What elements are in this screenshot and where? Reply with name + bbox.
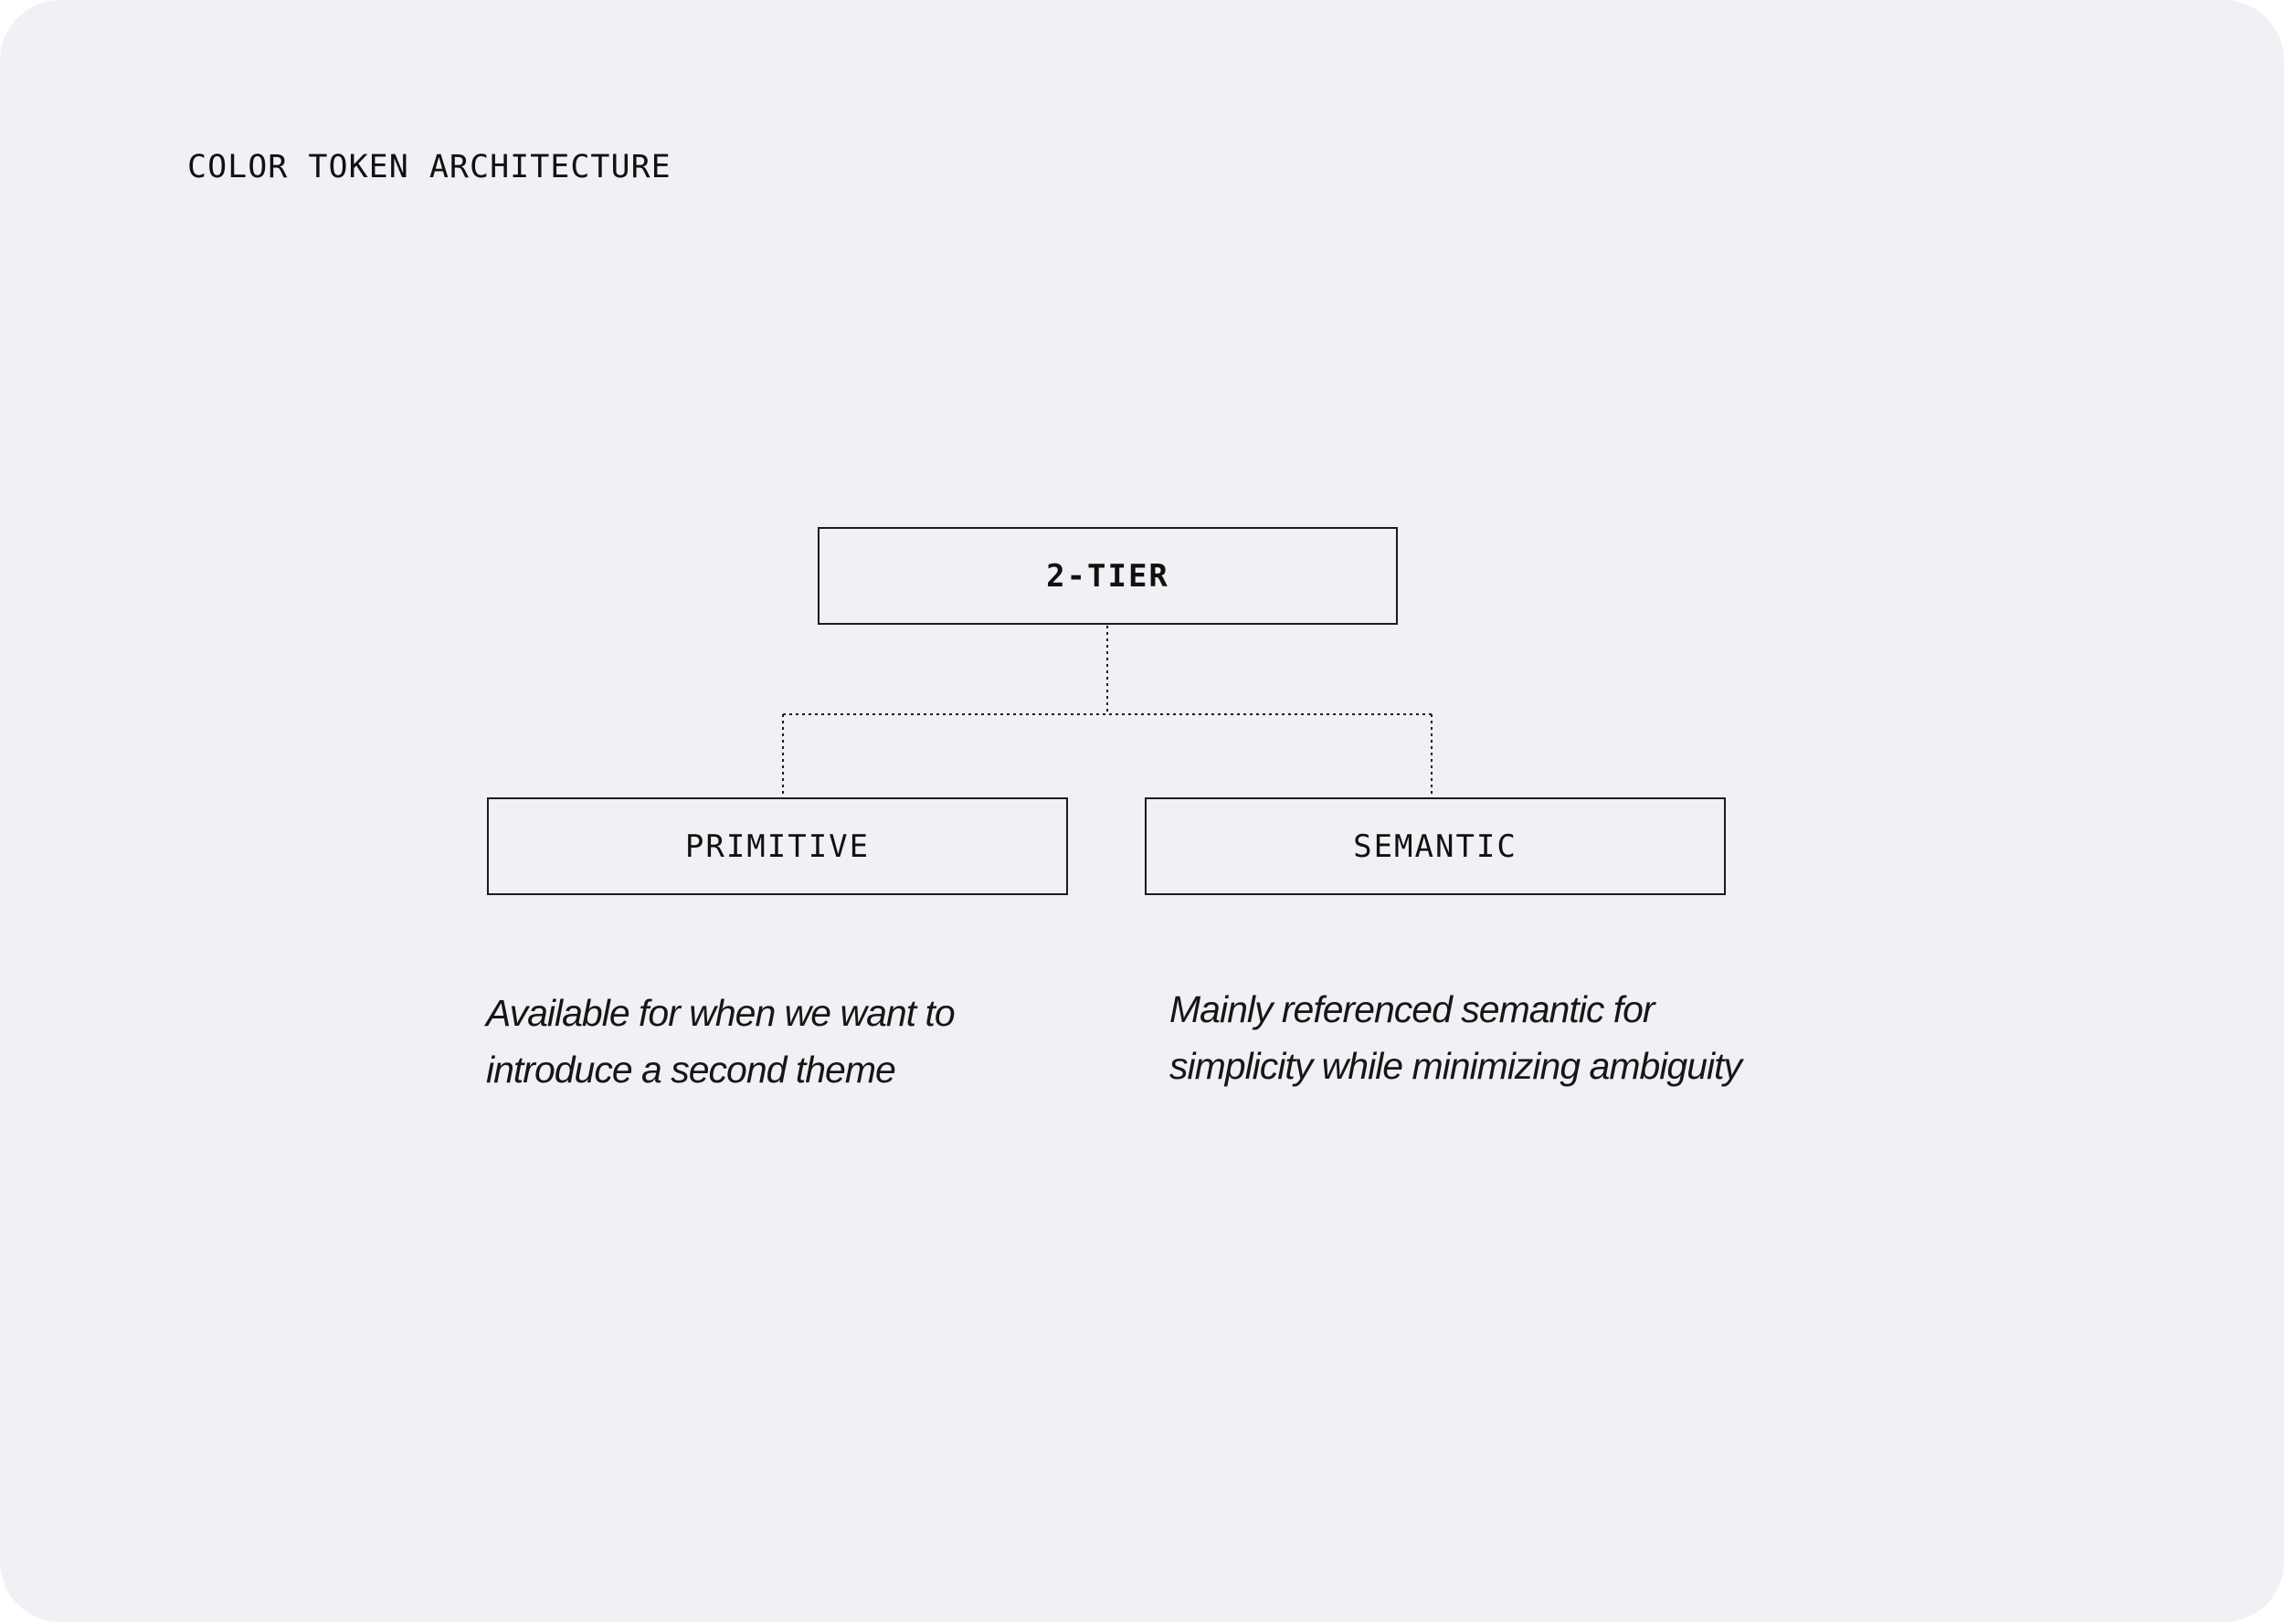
- primitive-description-line: Available for when we want to: [486, 992, 955, 1034]
- semantic-description-line: Mainly referenced semantic for: [1169, 988, 1655, 1030]
- node-2-tier: [818, 527, 1398, 625]
- node-semantic: [1145, 797, 1726, 895]
- node-primitive-label: PRIMITIVE: [684, 828, 871, 865]
- semantic-description-line: simplicity while minimizing ambiguity: [1169, 1045, 1742, 1087]
- node-semantic-label: SEMANTIC: [1353, 828, 1517, 865]
- node-primitive: [487, 797, 1068, 895]
- primitive-description: [486, 985, 1080, 1098]
- diagram-title: COLOR TOKEN ARCHITECTURE: [187, 149, 671, 185]
- primitive-description-line: introduce a second theme: [486, 1049, 895, 1091]
- node-2-tier-label: 2-TIER: [1046, 557, 1169, 595]
- semantic-description: [1169, 981, 1827, 1094]
